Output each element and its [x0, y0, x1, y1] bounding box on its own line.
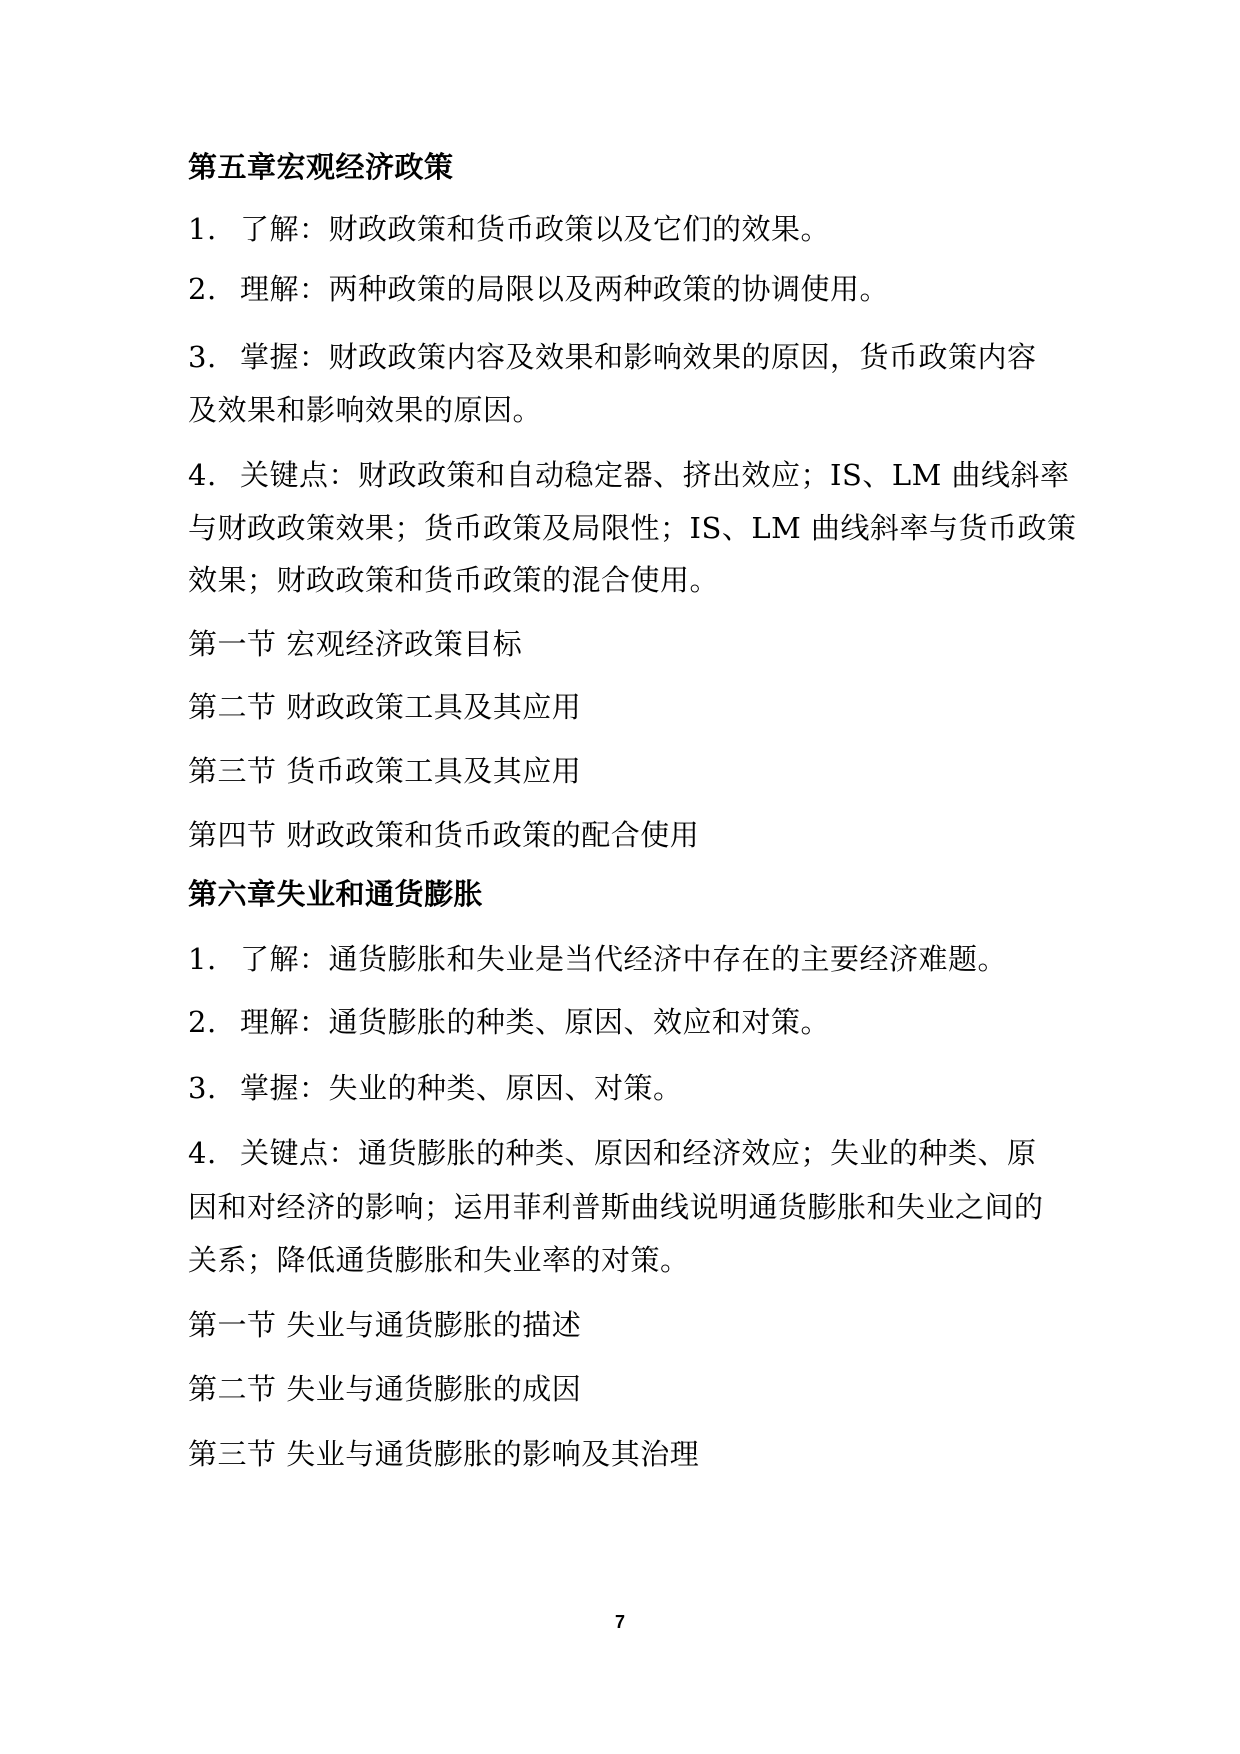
- item-text: 关键点：通货膨胀的种类、原因和经济效应；失业的种类、原: [240, 1136, 1037, 1170]
- chapter6-section-2: 第二节 失业与通货膨胀的成因: [188, 1372, 582, 1406]
- chapter6-section-1: 第一节 失业与通货膨胀的描述: [188, 1308, 582, 1342]
- item-text: 了解：通货膨胀和失业是当代经济中存在的主要经济难题。: [240, 942, 1008, 976]
- chapter6-item-4: [188, 1136, 1037, 1170]
- item-text: 理解：通货膨胀的种类、原因、效应和对策。: [240, 1005, 831, 1039]
- chapter5-item-4-continued: 与财政政策效果；货币政策及局限性；IS、LM 曲线斜率与货币政策: [188, 511, 1077, 545]
- item-text: 了解：财政政策和货币政策以及它们的效果。: [240, 212, 831, 246]
- chapter6-item-1: [188, 942, 1007, 976]
- item-number: 3.: [188, 340, 217, 374]
- item-text: 关键点：财政政策和自动稳定器、挤出效应；IS、LM 曲线斜率: [240, 458, 1070, 492]
- chapter5-item-3: [188, 340, 1037, 374]
- item-number: 4.: [188, 1136, 217, 1170]
- chapter6-section-3: 第三节 失业与通货膨胀的影响及其治理: [188, 1437, 700, 1471]
- item-number: 2.: [188, 272, 217, 306]
- item-text: 掌握：失业的种类、原因、对策。: [240, 1071, 683, 1105]
- item-text: 掌握：财政政策内容及效果和影响效果的原因，货币政策内容: [240, 340, 1037, 374]
- chapter5-title: 第五章宏观经济政策: [188, 150, 454, 184]
- item-number: 4.: [188, 458, 217, 492]
- chapter5-section-3: 第三节 货币政策工具及其应用: [188, 754, 582, 788]
- chapter6-item-4-continued: 关系；降低通货膨胀和失业率的对策。: [188, 1243, 690, 1277]
- chapter6-item-4-continued: 因和对经济的影响；运用菲利普斯曲线说明通货膨胀和失业之间的: [188, 1190, 1044, 1224]
- item-number: 3.: [188, 1071, 217, 1105]
- item-number: 1.: [188, 212, 217, 246]
- chapter6-item-2: [188, 1005, 830, 1039]
- chapter5-section-4: 第四节 财政政策和货币政策的配合使用: [188, 818, 700, 852]
- item-number: 1.: [188, 942, 217, 976]
- item-number: 2.: [188, 1005, 217, 1039]
- chapter5-item-2: [188, 272, 889, 306]
- item-text: 理解：两种政策的局限以及两种政策的协调使用。: [240, 272, 890, 306]
- chapter5-item-4-continued: 效果；财政政策和货币政策的混合使用。: [188, 563, 720, 597]
- page-number: 7: [614, 1612, 625, 1632]
- chapter5-item-1: [188, 212, 830, 246]
- chapter6-item-3: [188, 1071, 683, 1105]
- chapter5-item-4: [188, 458, 1070, 492]
- chapter5-item-3-continued: 及效果和影响效果的原因。: [188, 393, 543, 427]
- chapter5-section-2: 第二节 财政政策工具及其应用: [188, 690, 582, 724]
- chapter5-section-1: 第一节 宏观经济政策目标: [188, 627, 523, 661]
- chapter6-title: 第六章失业和通货膨胀: [188, 877, 484, 911]
